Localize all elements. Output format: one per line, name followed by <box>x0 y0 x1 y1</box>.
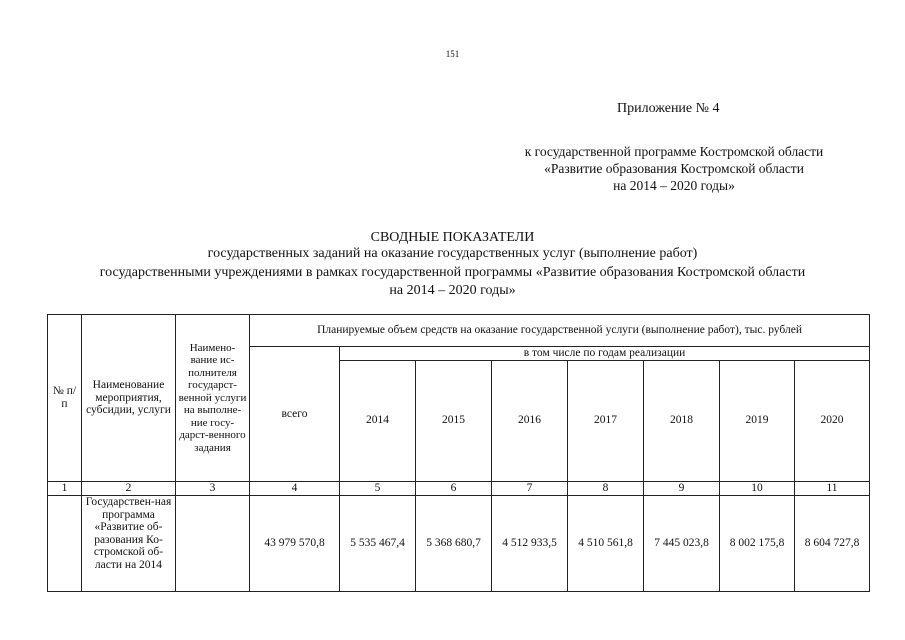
header-year-2018: 2018 <box>644 360 720 481</box>
column-number: 6 <box>416 481 492 495</box>
column-number: 7 <box>492 481 568 495</box>
column-number: 2 <box>82 481 176 495</box>
program-value-2020: 8 604 727,8 <box>795 495 870 591</box>
page-number: 151 <box>445 49 460 59</box>
header-year-2017: 2017 <box>568 360 644 481</box>
document-subtitle-line-2: государственными учреждениями в рамках государственной программы «Развитие образования Костромской области <box>99 265 806 280</box>
header-total: всего <box>250 347 340 482</box>
header-year-2016: 2016 <box>492 360 568 481</box>
program-executor-cell <box>176 495 250 591</box>
column-number: 9 <box>644 481 720 495</box>
column-number: 3 <box>176 481 250 495</box>
header-including-by-years: в том числе по годам реализации <box>340 347 870 361</box>
column-number-row <box>48 481 870 495</box>
program-total: 43 979 570,8 <box>250 495 340 591</box>
program-value-2017: 4 510 561,8 <box>568 495 644 591</box>
document-subtitle-line-1: государственных заданий на оказание государственных услуг (выполнение работ) <box>207 246 698 261</box>
row-number-cell <box>48 495 82 591</box>
header-year-2020: 2020 <box>795 360 870 481</box>
document-title: СВОДНЫЕ ПОКАЗАТЕЛИ <box>370 230 535 245</box>
column-number: 11 <box>795 481 870 495</box>
header-executor: Наимено-вание ис-полнителя государст-венной услуги на выполне-ние госу-дарст-венного задания <box>176 315 250 482</box>
program-name-cell <box>82 495 176 591</box>
program-value-2019: 8 002 175,8 <box>720 495 795 591</box>
header-planned-volume: Планируемые объем средств на оказание государственной услуги (выполнение работ), тыс. рублей <box>250 315 870 347</box>
program-value-2015: 5 368 680,7 <box>416 495 492 591</box>
header-year-2015: 2015 <box>416 360 492 481</box>
header-year-2019: 2019 <box>720 360 795 481</box>
column-number: 4 <box>250 481 340 495</box>
document-subtitle-line-3: на 2014 – 2020 годы» <box>389 283 516 298</box>
program-value-2014: 5 535 467,4 <box>340 495 416 591</box>
indicators-table <box>47 314 870 592</box>
column-number: 8 <box>568 481 644 495</box>
program-value-2018: 7 445 023,8 <box>644 495 720 591</box>
program-value-2016: 4 512 933,5 <box>492 495 568 591</box>
header-number: № п/п <box>48 315 82 482</box>
table-row <box>48 495 870 591</box>
appendix-title: Приложение № 4 <box>617 101 720 116</box>
header-name: Наименование мероприятия, субсидии, услуги <box>82 315 176 482</box>
appendix-line-2: «Развитие образования Костромской области <box>544 161 804 176</box>
column-number: 1 <box>48 481 82 495</box>
column-number: 5 <box>340 481 416 495</box>
appendix-line-1: к государственной программе Костромской области <box>524 144 824 159</box>
column-number: 10 <box>720 481 795 495</box>
program-name: Государствен-ная программа «Развитие об-разования Ко-стромской об-ласти на 2014 <box>85 496 172 571</box>
header-year-2014: 2014 <box>340 360 416 481</box>
appendix-line-3: на 2014 – 2020 годы» <box>613 178 735 193</box>
